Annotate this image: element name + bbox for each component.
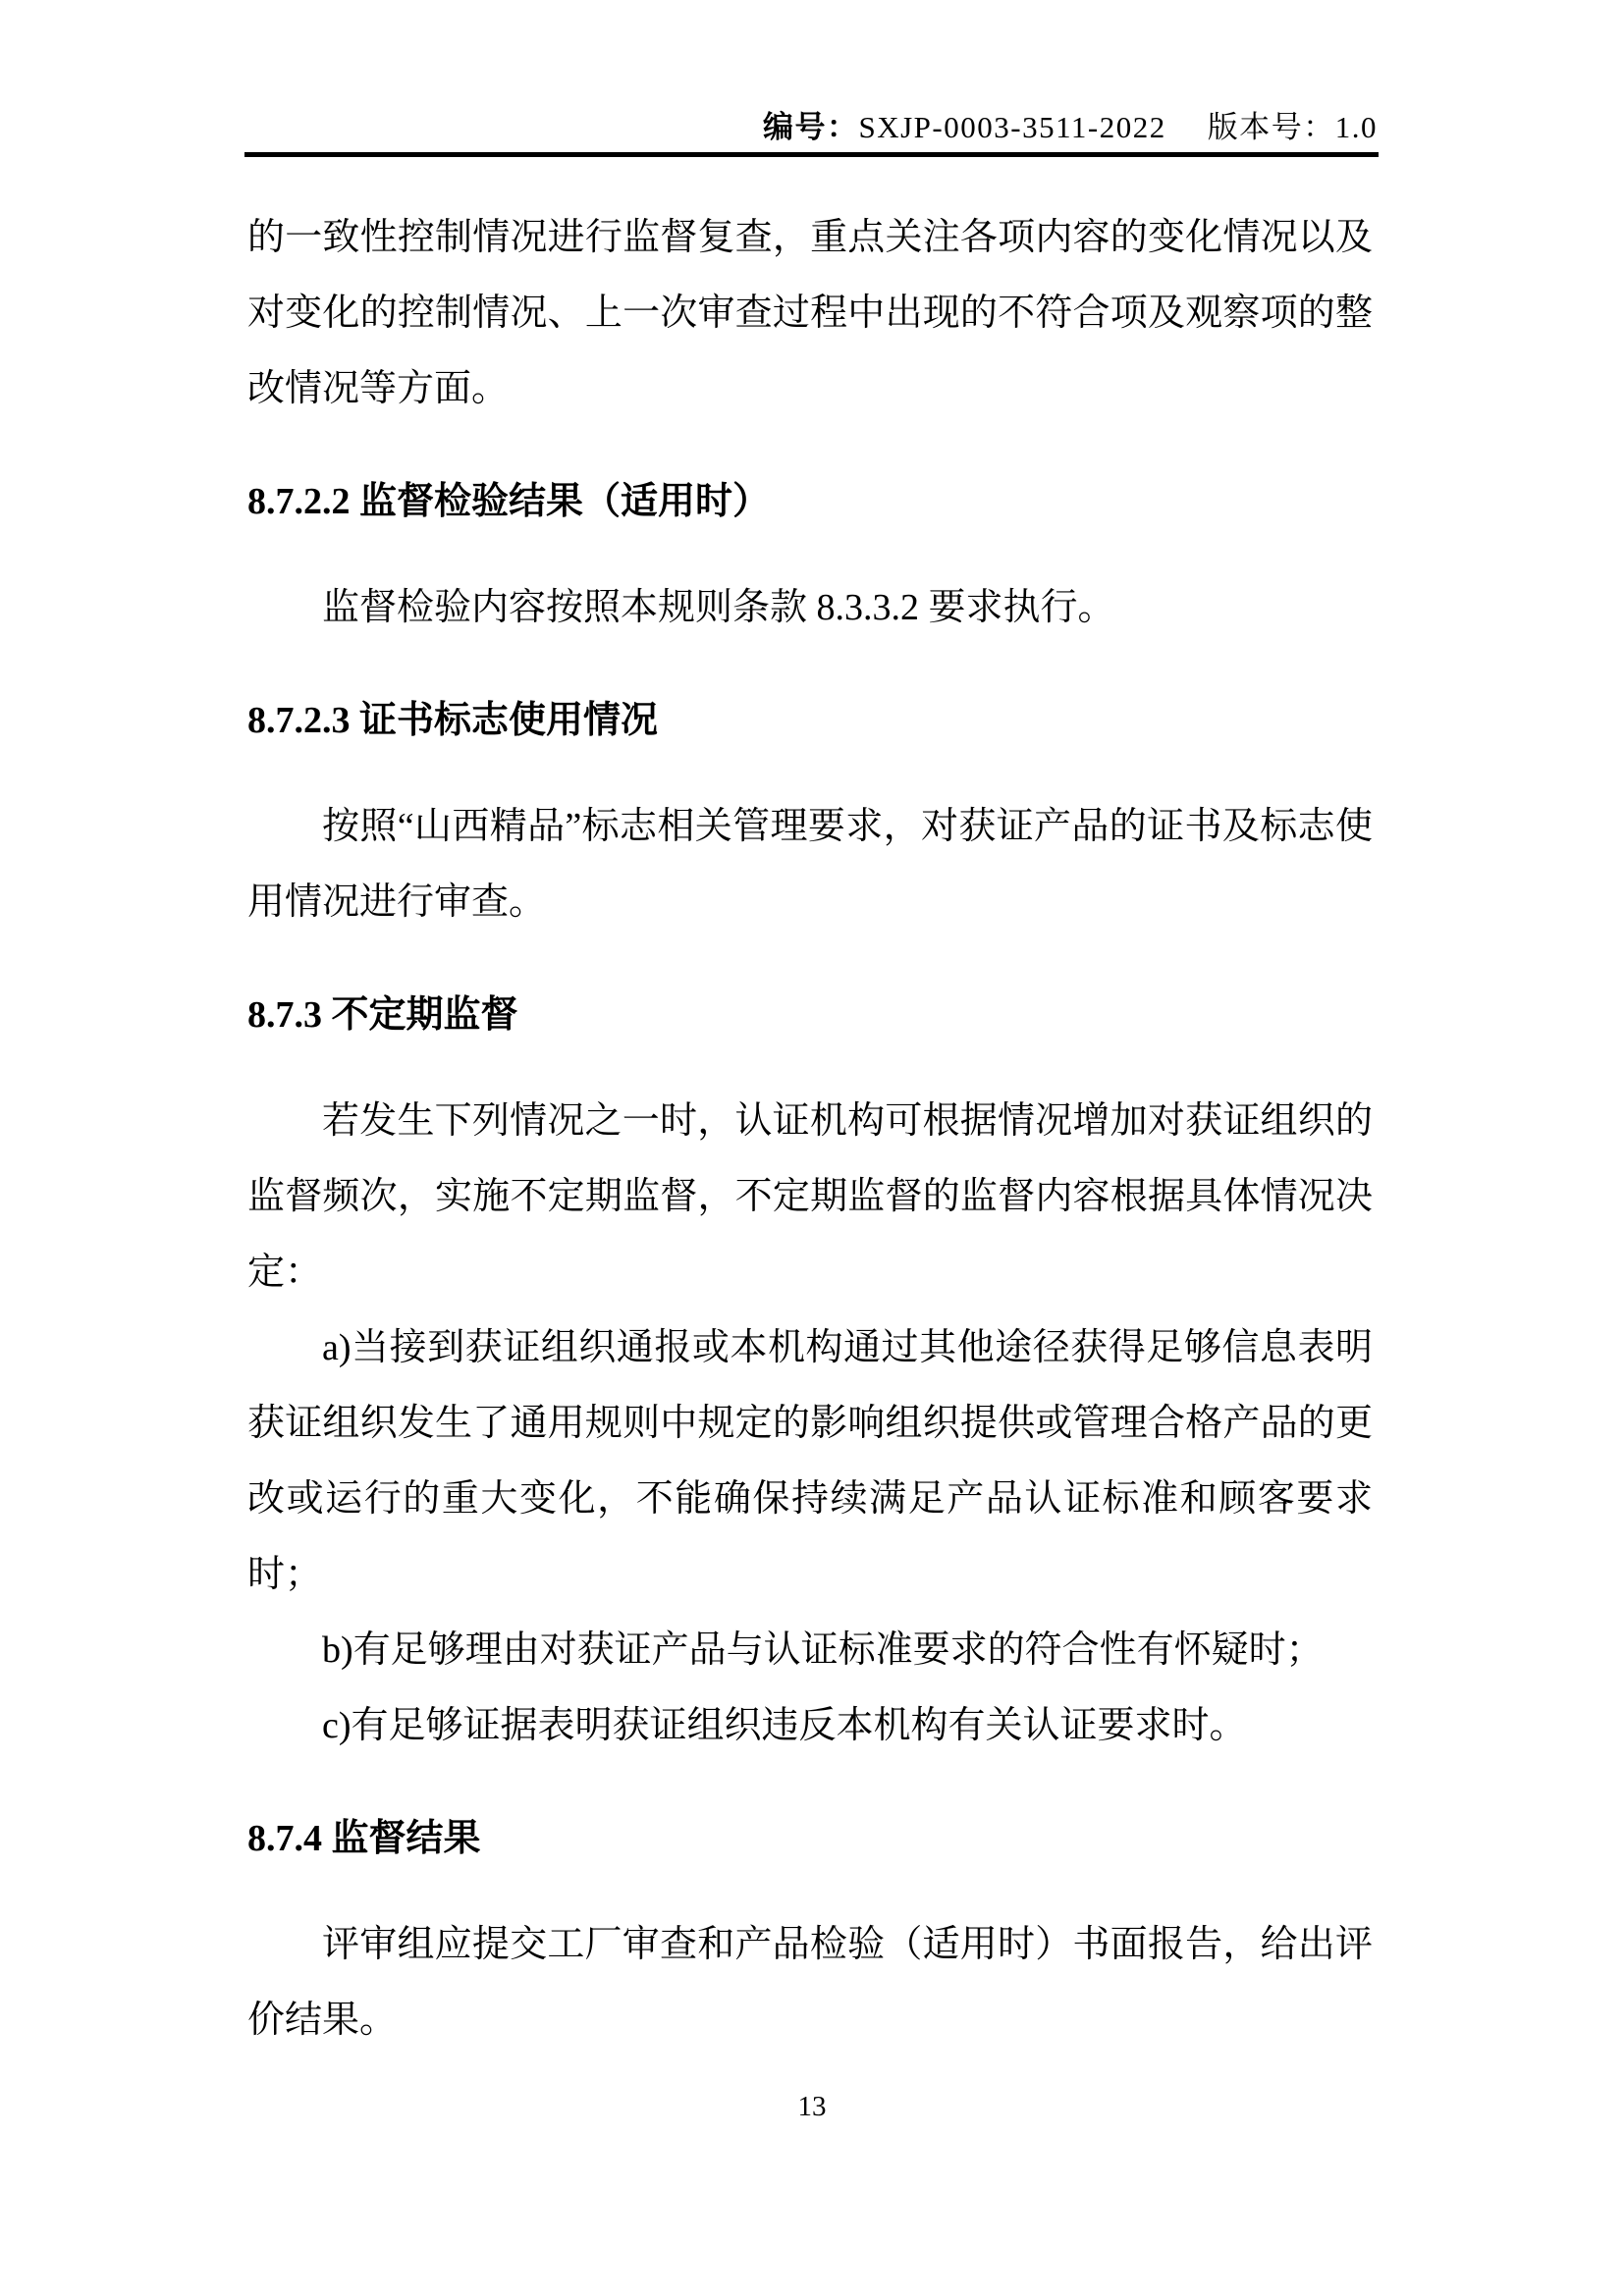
paragraph-8-7-4: 评审组应提交工厂审查和产品检验（适用时）书面报告，给出评价结果。 [247, 1924, 1373, 2041]
section-heading-8-7-2-2: 8.7.2.2 监督检验结果（适用时） [247, 481, 771, 522]
doc-code-value: SXJP-0003-3511-2022 [858, 110, 1166, 144]
section-heading-8-7-4: 8.7.4 监督结果 [247, 1818, 481, 1859]
list-item-a: a)当接到获证组织通报或本机构通过其他途径获得足够信息表明获证组织发生了通用规则中规定的影响组织提供或管理合格产品的更改或运行的重大变化，不能确保持续满足产品认证标准和顾客要求时； [247, 1327, 1373, 1595]
paragraph-8-7-2-3: 按照“山西精品”标志相关管理要求，对获证产品的证书及标志使用情况进行审查。 [247, 806, 1373, 923]
section-heading-8-7-2-3: 8.7.2.3 证书标志使用情况 [247, 700, 659, 741]
list-item-c: c)有足够证据表明获证组织违反本机构有关认证要求时。 [322, 1705, 1247, 1746]
header-divider [244, 152, 1379, 157]
section-heading-8-7-3: 8.7.3 不定期监督 [247, 994, 518, 1036]
doc-version-value: 1.0 [1334, 110, 1378, 144]
document-header [763, 108, 1378, 147]
list-item-b: b)有足够理由对获证产品与认证标准要求的符合性有怀疑时； [322, 1629, 1324, 1671]
page-number: 13 [797, 2091, 827, 2122]
doc-code-label: 编号： [762, 110, 859, 144]
doc-version-label: 版本号： [1207, 110, 1335, 144]
paragraph-continuation: 的一致性控制情况进行监督复查，重点关注各项内容的变化情况以及对变化的控制情况、上一次审查过程中出现的不符合项及观察项的整改情况等方面。 [247, 217, 1373, 409]
paragraph-8-7-3: 若发生下列情况之一时，认证机构可根据情况增加对获证组织的监督频次，实施不定期监督，不定期监督的监督内容根据具体情况决定： [247, 1100, 1373, 1293]
paragraph-8-7-2-2: 监督检验内容按照本规则条款 8.3.3.2 要求执行。 [322, 587, 1115, 628]
document-body [247, 200, 1373, 2058]
